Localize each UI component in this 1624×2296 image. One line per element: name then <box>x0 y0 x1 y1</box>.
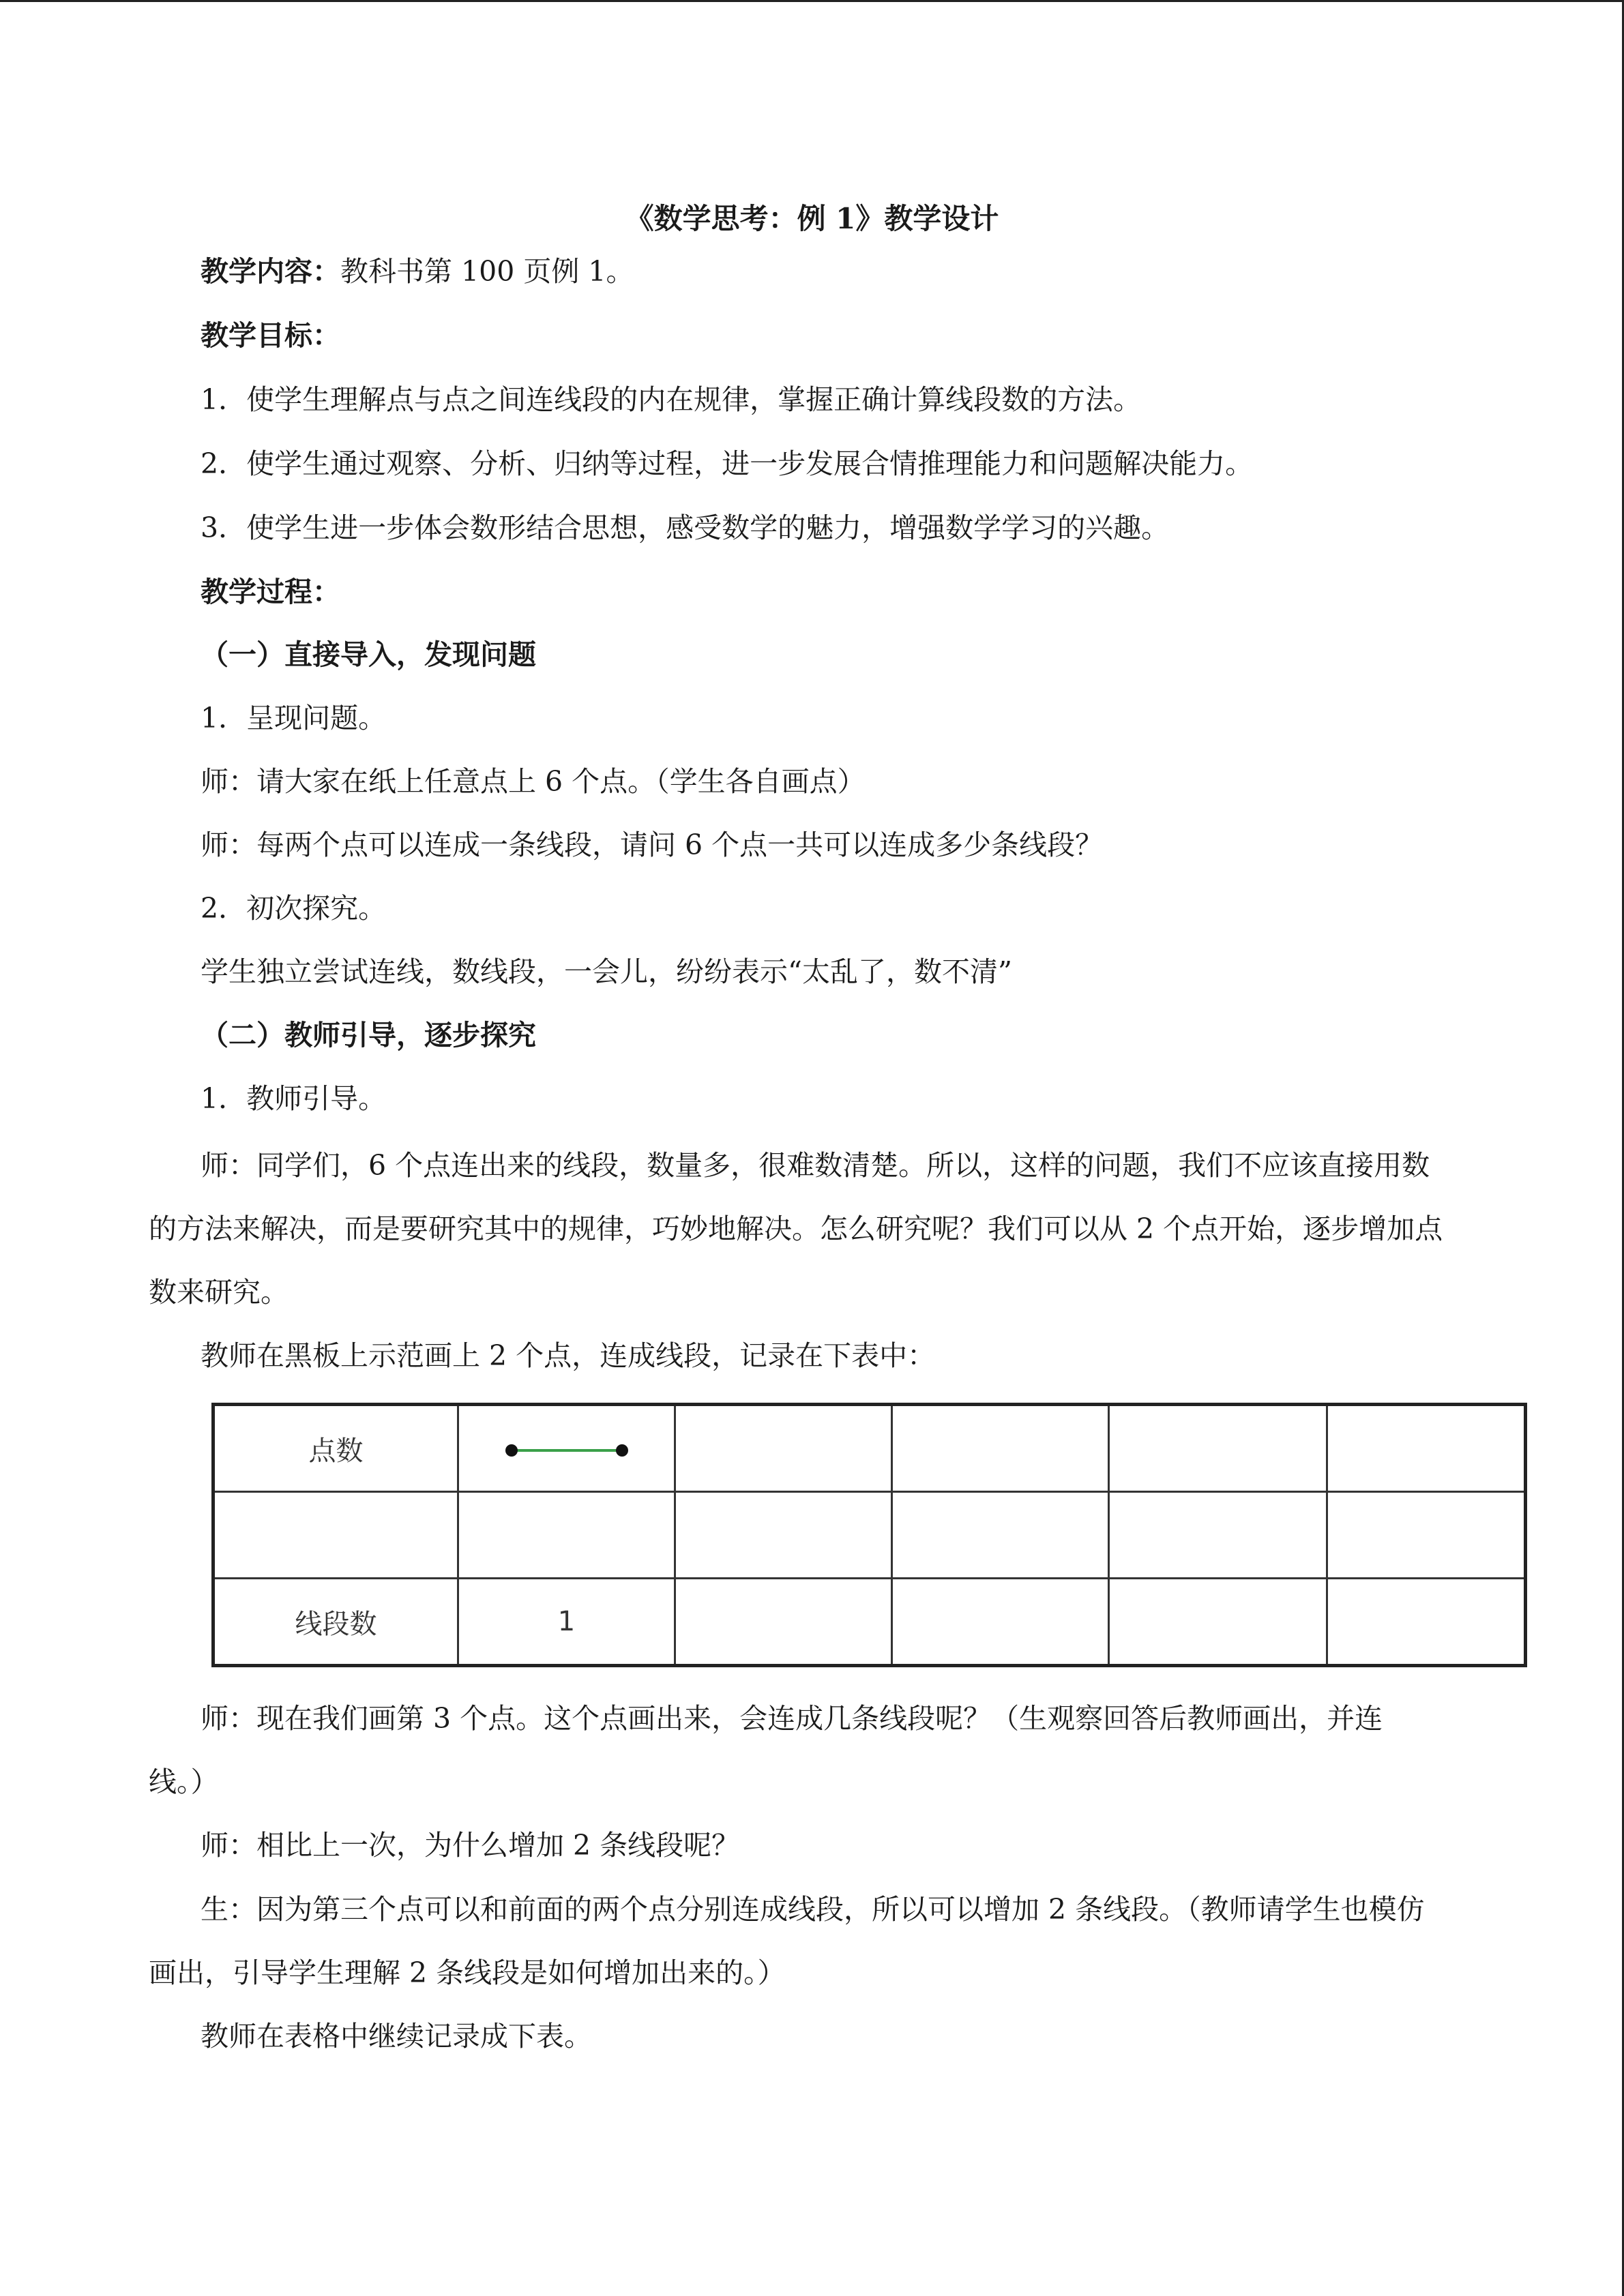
para1-line-2: 的方法来解决，而是要研究其中的规律，巧妙地解决。怎么研究呢？我们可以从 2 个点开始，逐步增加点 <box>149 1212 1443 1245</box>
table-cell <box>1327 1492 1526 1579</box>
objective-item-2: 2．使学生通过观察、分析、归纳等过程，进一步发展合情推理能力和问题解决能力。 <box>201 447 1254 480</box>
process-label: 教学过程： <box>201 576 340 608</box>
para4: 师：相比上一次，为什么增加 2 条线段呢？ <box>201 1829 740 1862</box>
table-cell <box>458 1492 675 1579</box>
table-cell <box>892 1579 1109 1666</box>
section1-heading: （一）直接导入，发现问题 <box>201 638 536 671</box>
record-table <box>211 1403 1527 1667</box>
line-segment-figure <box>505 1444 628 1457</box>
row-label-segments: 线段数 <box>213 1579 458 1666</box>
objectives-label: 教学目标： <box>201 319 340 352</box>
point-dot <box>505 1444 518 1457</box>
para5-line-1: 生：因为第三个点可以和前面的两个点分别连成线段，所以可以增加 2 条线段。（教师请学生也模仿 <box>201 1893 1425 1926</box>
document-title: 《数学思考：例 1》教学设计 <box>625 202 999 235</box>
table-cell <box>1327 1405 1526 1492</box>
section2-step1: 1．教师引导。 <box>201 1082 387 1115</box>
table-cell <box>675 1579 892 1666</box>
para3-line-1: 师：现在我们画第 3 个点。这个点画出来，会连成几条线段呢？（生观察回答后教师画出，并连 <box>201 1702 1383 1735</box>
para3-line-2: 线。） <box>149 1765 219 1798</box>
point-dot <box>616 1444 628 1457</box>
content-line <box>201 254 634 289</box>
objective-item-3: 3．使学生进一步体会数形结合思想，感受数学的魅力，增强数学学习的兴趣。 <box>201 511 1170 544</box>
row-label-points: 点数 <box>213 1405 458 1492</box>
table-row <box>213 1492 1526 1579</box>
objective-item-1: 1．使学生理解点与点之间连线段的内在规律，掌握正确计算线段数的方法。 <box>201 383 1142 416</box>
section2-heading: （二）教师引导，逐步探究 <box>201 1019 536 1052</box>
para1-line-3: 数来研究。 <box>149 1276 289 1309</box>
content-text: 教科书第 100 页例 1。 <box>340 255 634 288</box>
para6: 教师在表格中继续记录成下表。 <box>201 2020 592 2053</box>
table-cell <box>675 1405 892 1492</box>
table-cell <box>1109 1405 1327 1492</box>
table-cell <box>1109 1492 1327 1579</box>
table-cell <box>892 1405 1109 1492</box>
segment-count-cell: 1 <box>458 1579 675 1666</box>
section1-line-3: 师：每两个点可以连成一条线段，请问 6 个点一共可以连成多少条线段？ <box>201 829 1104 861</box>
para1-line-1: 师：同学们，6 个点连出来的线段，数量多，很难数清楚。所以，这样的问题，我们不应该直接用数 <box>201 1149 1430 1182</box>
para5-line-2: 画出，引导学生理解 2 条线段是如何增加出来的。） <box>149 1956 786 1989</box>
table-cell <box>213 1492 458 1579</box>
section1-line-4: 2．初次探究。 <box>201 892 387 925</box>
table-cell <box>1327 1579 1526 1666</box>
table-cell <box>892 1492 1109 1579</box>
section1-line-2: 师：请大家在纸上任意点上 6 个点。（学生各自画点） <box>201 765 866 798</box>
table-cell <box>458 1405 675 1492</box>
section1-line-1: 1．呈现问题。 <box>201 702 387 734</box>
segment-line <box>511 1449 623 1452</box>
table-cell <box>1109 1579 1327 1666</box>
table-cell <box>675 1492 892 1579</box>
para2: 教师在黑板上示范画上 2 个点，连成线段，记录在下表中： <box>201 1339 936 1372</box>
table-row <box>213 1579 1526 1666</box>
section1-line-5: 学生独立尝试连线，数线段，一会儿，纷纷表示“太乱了，数不清” <box>201 955 1012 988</box>
content-label: 教学内容： <box>201 255 340 288</box>
table-row <box>213 1405 1526 1492</box>
